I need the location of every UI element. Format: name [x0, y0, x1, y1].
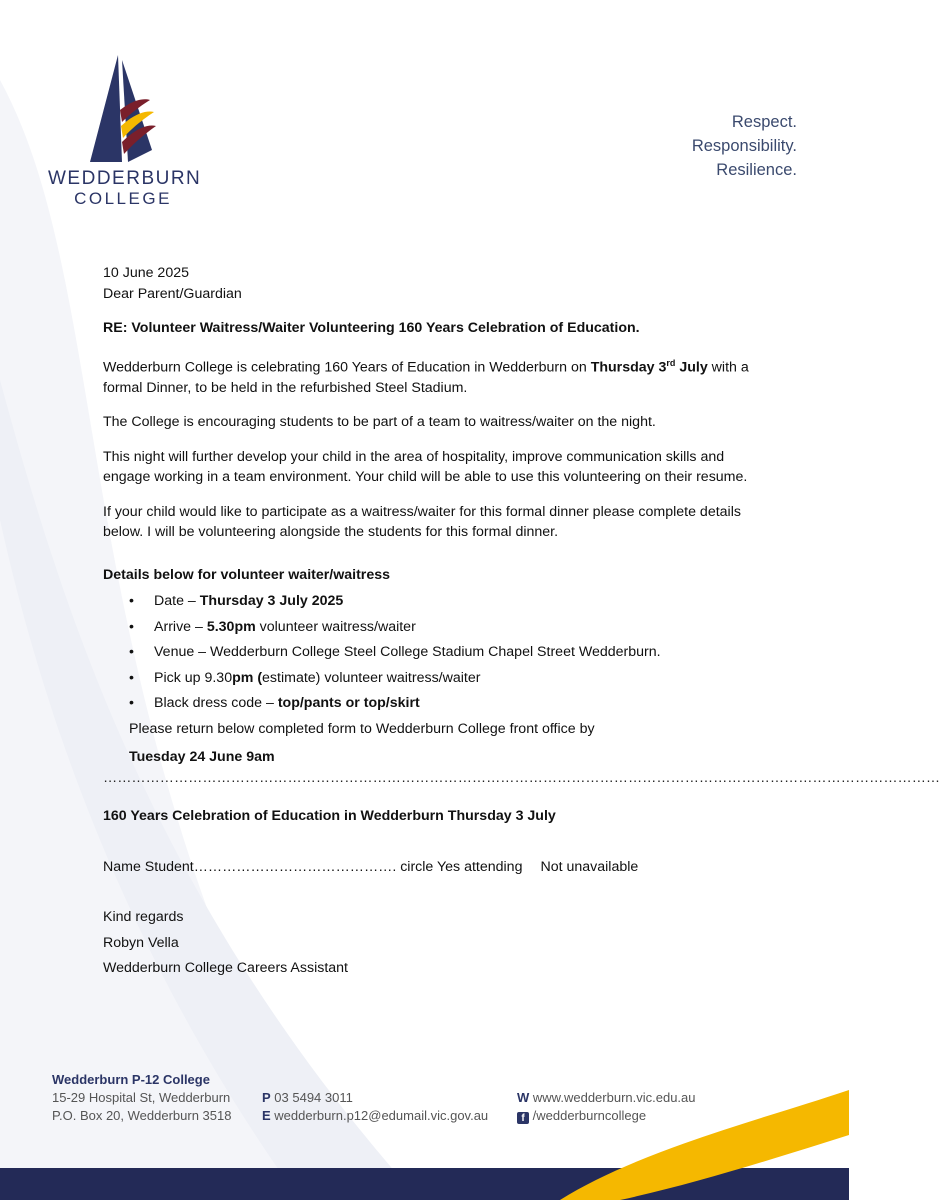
footer-web [517, 1089, 696, 1125]
paragraph-team: The College is encouraging students to be part of a team to waitress/waiter on the night. [103, 414, 656, 431]
return-deadline: Tuesday 24 June 9am [129, 749, 275, 766]
motto-line: Responsibility. [691, 137, 797, 155]
signatory-name: Robyn Vella [103, 934, 179, 951]
return-instructions: Please return below completed form to Wedderburn College front office by [129, 720, 595, 737]
paragraph-participation: If your child would like to participate as a waitress/waiter for this formal dinner please complete details below. I will be volunteering alongside the students for this formal dinner. [103, 503, 741, 541]
motto-line: Respect. [731, 113, 797, 131]
list-item: • Venue – Wedderburn College Steel College Stadium Chapel Street Wedderburn. [129, 642, 763, 663]
list-item: • Black dress code – top/pants or top/skirt [129, 693, 763, 714]
form-heading: 160 Years Celebration of Education in Wedderburn Thursday 3 July [103, 808, 556, 825]
footer-address-line: P.O. Box 20, Wedderburn 3518 [52, 1108, 232, 1123]
logo-wordmark-line1: WEDDERBURN [48, 168, 202, 189]
form-name-label: Name Student……………………………………. circle Yes attending [103, 858, 523, 875]
letter-subject: RE: Volunteer Waitress/Waiter Volunteering 160 Years Celebration of Education. [103, 320, 640, 336]
closing: Kind regards [103, 909, 184, 926]
footer-address-line: 15-29 Hospital St, Wedderburn [52, 1090, 231, 1105]
footer-website-link[interactable]: W www.wedderburn.vic.edu.au [517, 1090, 696, 1105]
cut-line: …………………………………………………………………………………………………………………………………………………………… [103, 769, 940, 786]
form-option: Not unavailable [540, 858, 639, 875]
paragraph-celebration: Wedderburn College is celebrating 160 Years of Education in Wedderburn on Thursday 3rd July with a formal Dinner, to be held in the refurbished Steel Stadium. [103, 357, 749, 396]
paragraph-development: This night will further develop your child in the area of hospitality, improve communication skills and engage working in a team environment. Your child will be able to use this volunteering on their resume. [103, 448, 748, 486]
list-item: • Arrive – 5.30pm volunteer waitress/waiter [129, 617, 763, 638]
details-heading: Details below for volunteer waiter/waitress [103, 566, 390, 583]
logo-wordmark-line2: COLLEGE [74, 189, 172, 208]
list-item: • Date – Thursday 3 July 2025 [129, 591, 763, 612]
footer-contact [262, 1089, 488, 1125]
letter-body [103, 263, 940, 979]
letter-salutation: Dear Parent/Guardian [103, 285, 242, 302]
footer-school-name: Wedderburn P-12 College [52, 1072, 210, 1087]
school-motto [692, 110, 797, 182]
footer-facebook-link[interactable]: f /wedderburncollege [517, 1107, 696, 1125]
motto-line: Resilience. [716, 161, 797, 179]
signatory-title: Wedderburn College Careers Assistant [103, 960, 348, 977]
facebook-icon: f [517, 1112, 529, 1124]
footer-address [52, 1071, 231, 1125]
form-name-line [103, 857, 763, 878]
footer-email[interactable]: E wedderburn.p12@edumail.vic.gov.au [262, 1108, 489, 1123]
letter-date: 10 June 2025 [103, 265, 189, 281]
details-list [103, 591, 763, 714]
list-item: • Pick up 9.30pm (estimate) volunteer waitress/waiter [129, 668, 763, 689]
footer-phone: P 03 5494 3011 [262, 1090, 353, 1105]
